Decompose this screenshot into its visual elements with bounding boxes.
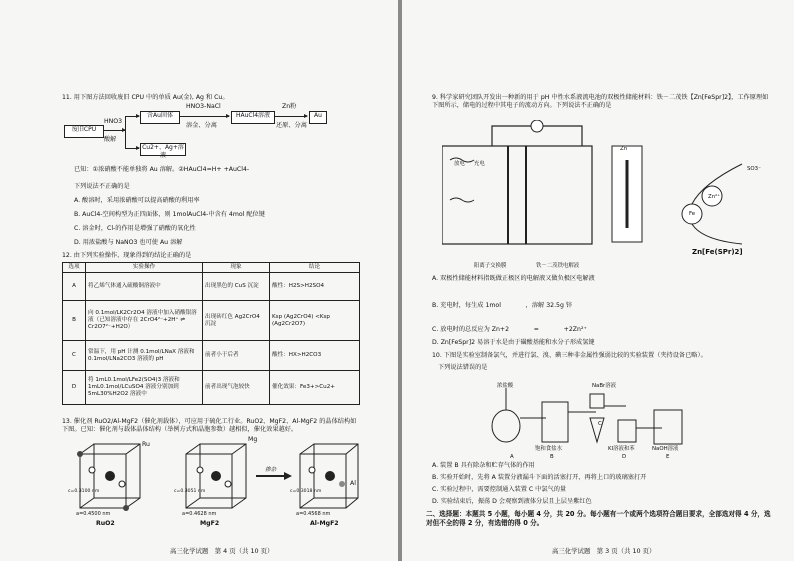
cell: 向 0.1mol/LK2Cr2O4 溶液中加入硝酸银溶液（已知溶液中存在 2CrO4²⁻+2H⁺ ⇌ Cr2O7²⁻+H2O） bbox=[86, 301, 203, 341]
q9-stem: 9. 科学家研究团队开发出一种新的用于 pH 中性水系液流电池的双极性储能材料：铁－二茂铁【Zn[FeSpr]2】，工作原理如下图所示，储电的过程中其电子的流动方向。下列说法不正确的是 bbox=[432, 94, 769, 109]
label-so3: SO3⁻ bbox=[747, 166, 761, 172]
left-page-footer: 高三化学试题 第 4 页（共 10 页） bbox=[170, 547, 274, 555]
header-conclusion: 结论 bbox=[270, 263, 360, 273]
q13-stem: 13. 催化剂 RuO2/Al-MgF2（催化剂载体），可应用于硫化工行业。RuO2、MgF2、Al-MgF2 的晶体结构如下图。已知：催化剂与载体晶体结构（举例方式和晶胞参数）越相似，催化效果越好。 bbox=[62, 418, 357, 433]
q10-prompt: 下列说法错误的是 bbox=[438, 364, 488, 371]
cell: 将 1mL0.1mol/LFe2(SO4)3 溶液和 1mL0.1mol/LCuSO4 溶液分别加到 5mL30%H2O2 溶液中 bbox=[86, 371, 203, 405]
label-E: E bbox=[666, 454, 670, 460]
label-zn2: Zn²⁺ bbox=[708, 194, 721, 200]
dim-a-mgf2: a=0.4628 nm bbox=[182, 511, 217, 517]
cell: A bbox=[63, 273, 86, 301]
label-discharge: 放电 bbox=[454, 161, 465, 167]
label-naoh: NaOH溶液 bbox=[652, 446, 679, 452]
label-charge: 充电 bbox=[474, 161, 485, 167]
label-fe: Fe bbox=[689, 211, 696, 217]
flow-arrow3-top: Zn粉 bbox=[282, 103, 297, 110]
dim-c-mgf2: c=0.3051 nm bbox=[174, 489, 206, 494]
label-zn: Zn bbox=[620, 146, 628, 152]
label-membrane-left: 阳离子交换膜 bbox=[474, 263, 507, 269]
label-ruo2: RuO2 bbox=[96, 520, 115, 527]
cell: 出现黑色的 CuS 沉淀 bbox=[203, 273, 270, 301]
label-mg: Mg bbox=[248, 436, 258, 443]
label-nabr: NaBr溶液 bbox=[592, 383, 617, 389]
cell: 前者小于后者 bbox=[203, 341, 270, 371]
dim-c-al-mgf2: c=0.3018 nm bbox=[290, 489, 322, 494]
table-row bbox=[63, 301, 360, 341]
flow-arrow-down bbox=[125, 148, 139, 149]
label-ru: Ru bbox=[142, 441, 150, 448]
q9-option-b: B. 充电时，每生成 1mol ，溶解 32.5g 锌 bbox=[432, 302, 573, 309]
label-al: Al bbox=[350, 480, 356, 487]
flow-arrow-up bbox=[125, 116, 139, 117]
cell: 催化效果：Fe3+>Cu2+ bbox=[270, 371, 360, 405]
flow-box-au-solid: 含Au固体 bbox=[140, 111, 180, 124]
label-A: A bbox=[510, 454, 514, 460]
label-membrane-right: 铁－二茂铁电解液 bbox=[536, 263, 580, 269]
q10-stem: 10. 下图是实验室制备氯气，并进行氯、溴、碘三种非金属性强弱比较的实验装置（夹持设备已略）。 bbox=[432, 352, 707, 359]
cell: D bbox=[63, 371, 86, 405]
q10-option-a: A. 装置 B 具有除杂和贮存气体的作用 bbox=[432, 462, 535, 469]
flow-box-haucl4: HAuCl4溶液 bbox=[231, 111, 275, 124]
cell: 出现砖红色 Ag2CrO4 沉淀 bbox=[203, 301, 270, 341]
q10-option-c: C. 实验过程中，需要控制通入装置 C 中氯气的量 bbox=[432, 486, 567, 493]
cell: C bbox=[63, 341, 86, 371]
q11-option-d: D. 用浓盐酸与 NaNO3 也可使 Au 溶解 bbox=[74, 239, 183, 246]
dim-c-ruo2: c=0.3100 nm bbox=[68, 489, 100, 494]
table-header-row bbox=[63, 263, 360, 273]
crystal-mgf2 bbox=[186, 444, 246, 508]
flow-arrow2-top: HNO3-NaCl bbox=[186, 103, 221, 110]
dim-a-al-mgf2: a=0.4568 nm bbox=[296, 511, 331, 517]
q10-option-b: B. 实验开始时，先将 A 装置分液漏斗下面的活塞打开，再将上口的玻璃塞打开 bbox=[432, 474, 647, 481]
label-D: D bbox=[622, 454, 627, 460]
q11-option-a: A. 酸溶时，采用浓硝酸可以提高硝酸的利用率 bbox=[74, 197, 200, 204]
flow-box-au: Au bbox=[309, 111, 327, 124]
label-al-mgf2: Al-MgF2 bbox=[310, 520, 339, 527]
q11-option-b: B. AuCl4-空间构型为正四面体，则 1molAuCl4-中含有 4mol 配位键 bbox=[74, 211, 265, 218]
dim-a-ruo2: a=0.4500 nm bbox=[76, 511, 111, 517]
cell: 酸性：HX>H2CO3 bbox=[270, 341, 360, 371]
label-acid: 浓盐酸 bbox=[497, 383, 514, 389]
header-option: 选项 bbox=[63, 263, 86, 273]
right-page bbox=[402, 0, 794, 561]
label-ki: KI溶液和苯 bbox=[608, 446, 635, 452]
apparatus-figure bbox=[486, 382, 686, 450]
q9-option-a: A. 双极性储能材料指既做正极区的电解液又做负极区电解液 bbox=[432, 275, 595, 282]
header-phenomenon: 现象 bbox=[203, 263, 270, 273]
q11-prompt: 下列说法不正确的是 bbox=[74, 183, 130, 190]
label-C: C bbox=[598, 421, 602, 427]
cell: 将乙烯气体通入硫酸铜溶液中 bbox=[86, 273, 203, 301]
q9-option-c: C. 放电时的总反应为 Zn+2 = +2Zn²⁺ bbox=[432, 326, 587, 333]
q9-option-d: D. Zn[FeSpr]2 易溶于水是由于磺酸基能和水分子形成氢键 bbox=[432, 339, 595, 346]
q11-stem: 11. 用下图方法回收废旧 CPU 中的单质 Au(金), Ag 和 Cu。 bbox=[62, 94, 229, 101]
flow-box-cu-ag: Cu2+、Ag+溶液 bbox=[140, 143, 186, 156]
header-operation: 实验操作 bbox=[86, 263, 203, 273]
flow-box-cpu: 废旧CPU bbox=[64, 125, 104, 138]
label-saturated: 饱和食盐水 bbox=[535, 446, 562, 452]
q12-stem: 12. 由下列实验操作、现象得到的结论正确的是 bbox=[62, 252, 192, 259]
table-row bbox=[63, 371, 360, 405]
label-mgf2: MgF2 bbox=[200, 520, 220, 527]
doping-label: 掺杂 bbox=[265, 467, 277, 473]
flow-arrow1-top: HNO3 bbox=[104, 118, 123, 125]
q11-option-c: C. 溶金时，Cl-的作用是增强了硝酸的氧化性 bbox=[74, 225, 196, 232]
section-two-heading: 二、选择题：本题共 5 小题，每小题 4 分，共 20 分。每小题有一个或两个选项符合题目要求，全部选对得 4 分，选对但不全的得 2 分，有选错的得 0 分。 bbox=[426, 510, 771, 527]
cell: 常温下，用 pH 计测 0.1mol/LNaX 溶液和 0.1mol/LNa2CO3 溶液的 pH bbox=[86, 341, 203, 371]
q10-option-d: D. 实验结束后，振荡 D 会观察到液体分层且上层呈紫红色 bbox=[432, 498, 592, 505]
label-B: B bbox=[550, 454, 554, 460]
cell: Ksp (Ag2CrO4) <Ksp (Ag2Cr2O7) bbox=[270, 301, 360, 341]
table-row bbox=[63, 273, 360, 301]
crystal-al-mgf2 bbox=[300, 444, 358, 508]
right-page-footer: 高三化学试题 第 3 页（共 10 页） bbox=[552, 547, 656, 555]
flow-arrow3-bottom: 还原、分离 bbox=[276, 122, 307, 129]
flow-arrow1-bottom: 酸解 bbox=[104, 136, 117, 143]
table-row bbox=[63, 341, 360, 371]
q12-table bbox=[62, 262, 360, 405]
label-compound: Zn[Fe(SPr)2] bbox=[692, 248, 743, 256]
flow-battery-diagram bbox=[442, 120, 772, 260]
q11-known: 已知：①浓硝酸不能单独将 Au 溶解。②HAuCl4=H+ +AuCl4- bbox=[74, 166, 250, 173]
cell: 酸性：H2S>H2SO4 bbox=[270, 273, 360, 301]
crystal-ruo2 bbox=[77, 444, 140, 511]
flow-arrow-2 bbox=[179, 116, 229, 117]
flow-arrow-3 bbox=[274, 116, 307, 117]
cell: 前者出现气泡较快 bbox=[203, 371, 270, 405]
cell: B bbox=[63, 301, 86, 341]
flow-arrow2-bottom: 溶金、分离 bbox=[186, 122, 217, 129]
flow-split-line bbox=[125, 116, 126, 148]
flow-arrow-1 bbox=[103, 130, 125, 131]
